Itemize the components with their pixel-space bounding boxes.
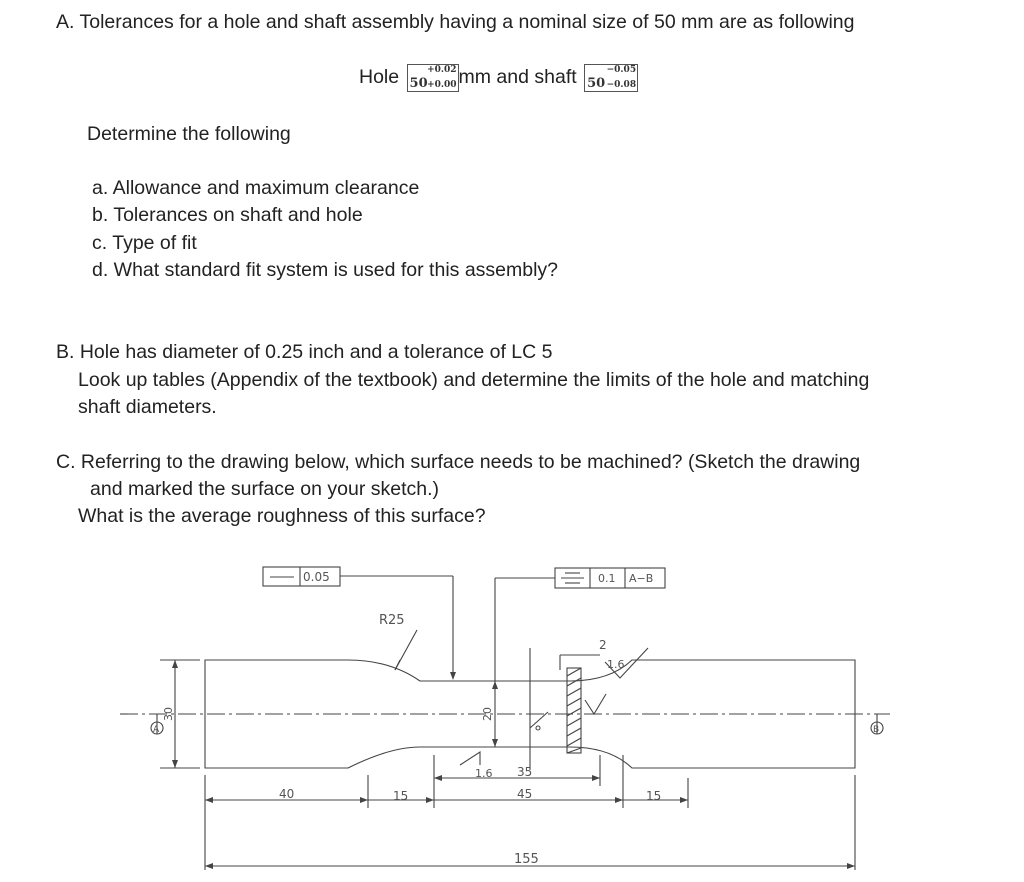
determine-label: Determine the following	[87, 123, 291, 145]
gdt-symmetry-value: 0.1	[598, 572, 616, 585]
dim-155-text: 155	[514, 852, 539, 867]
part-a-heading: A. Tolerances for a hole and shaft assembly having a nominal size of 50 mm are as following	[56, 11, 855, 33]
mm-and-shaft-label: mm and shaft	[458, 66, 577, 89]
question-item-c: c. Type of fit	[92, 232, 197, 254]
hole-tolerance-upper: +0.02	[427, 65, 457, 75]
question-item-a: a. Allowance and maximum clearance	[92, 177, 420, 199]
gdt-symmetry-datum: A−B	[629, 572, 654, 585]
part-b-line-2: Look up tables (Appendix of the textbook) and determine the limits of the hole and matching	[78, 369, 870, 391]
dim-15-left-text: 15	[393, 789, 409, 803]
shaft-tolerance-lower: −0.08	[606, 80, 637, 90]
roughness-symbol-weld	[585, 694, 606, 714]
dim-2-text: 2	[599, 638, 607, 652]
question-item-d: d. What standard fit system is used for this assembly?	[92, 259, 559, 281]
gdt-flatness-value: 0.05	[303, 570, 330, 584]
part-b-line-1: B. Hole has diameter of 0.25 inch and a tolerance of LC 5	[56, 341, 553, 363]
shaft-tolerance-base: 50	[587, 76, 606, 91]
shaft-tolerance-upper: −0.05	[606, 65, 637, 75]
roughness-bottom-text: 1.6	[475, 767, 493, 780]
dim-30-text: 30	[162, 707, 175, 721]
question-item-b: b. Tolerances on shaft and hole	[92, 204, 363, 226]
dim-15-right-text: 15	[646, 789, 662, 803]
roughness-top-text: 1.6	[607, 658, 625, 671]
part-c-line-2: and marked the surface on your sketch.)	[90, 478, 440, 500]
dim-20-text: 20	[481, 707, 494, 721]
hole-label: Hole	[359, 66, 400, 89]
part-c-line-1: C. Referring to the drawing below, which surface needs to be machined? (Sketch the drawing	[56, 451, 861, 473]
hole-tolerance-base: 50	[409, 76, 428, 91]
radius-label: R25	[379, 613, 405, 628]
part-c-line-3: What is the average roughness of this surface?	[78, 505, 486, 527]
dim-45-text: 45	[517, 787, 533, 801]
dim-35-text: 35	[517, 765, 533, 779]
hole-tolerance-lower: +0.00	[427, 80, 457, 90]
roughness-symbol-bottom	[460, 752, 480, 765]
dim-40-text: 40	[279, 787, 295, 801]
part-b-line-3: shaft diameters.	[78, 396, 217, 418]
datum-a-letter: A	[153, 725, 160, 735]
datum-b-letter: B	[873, 725, 880, 735]
